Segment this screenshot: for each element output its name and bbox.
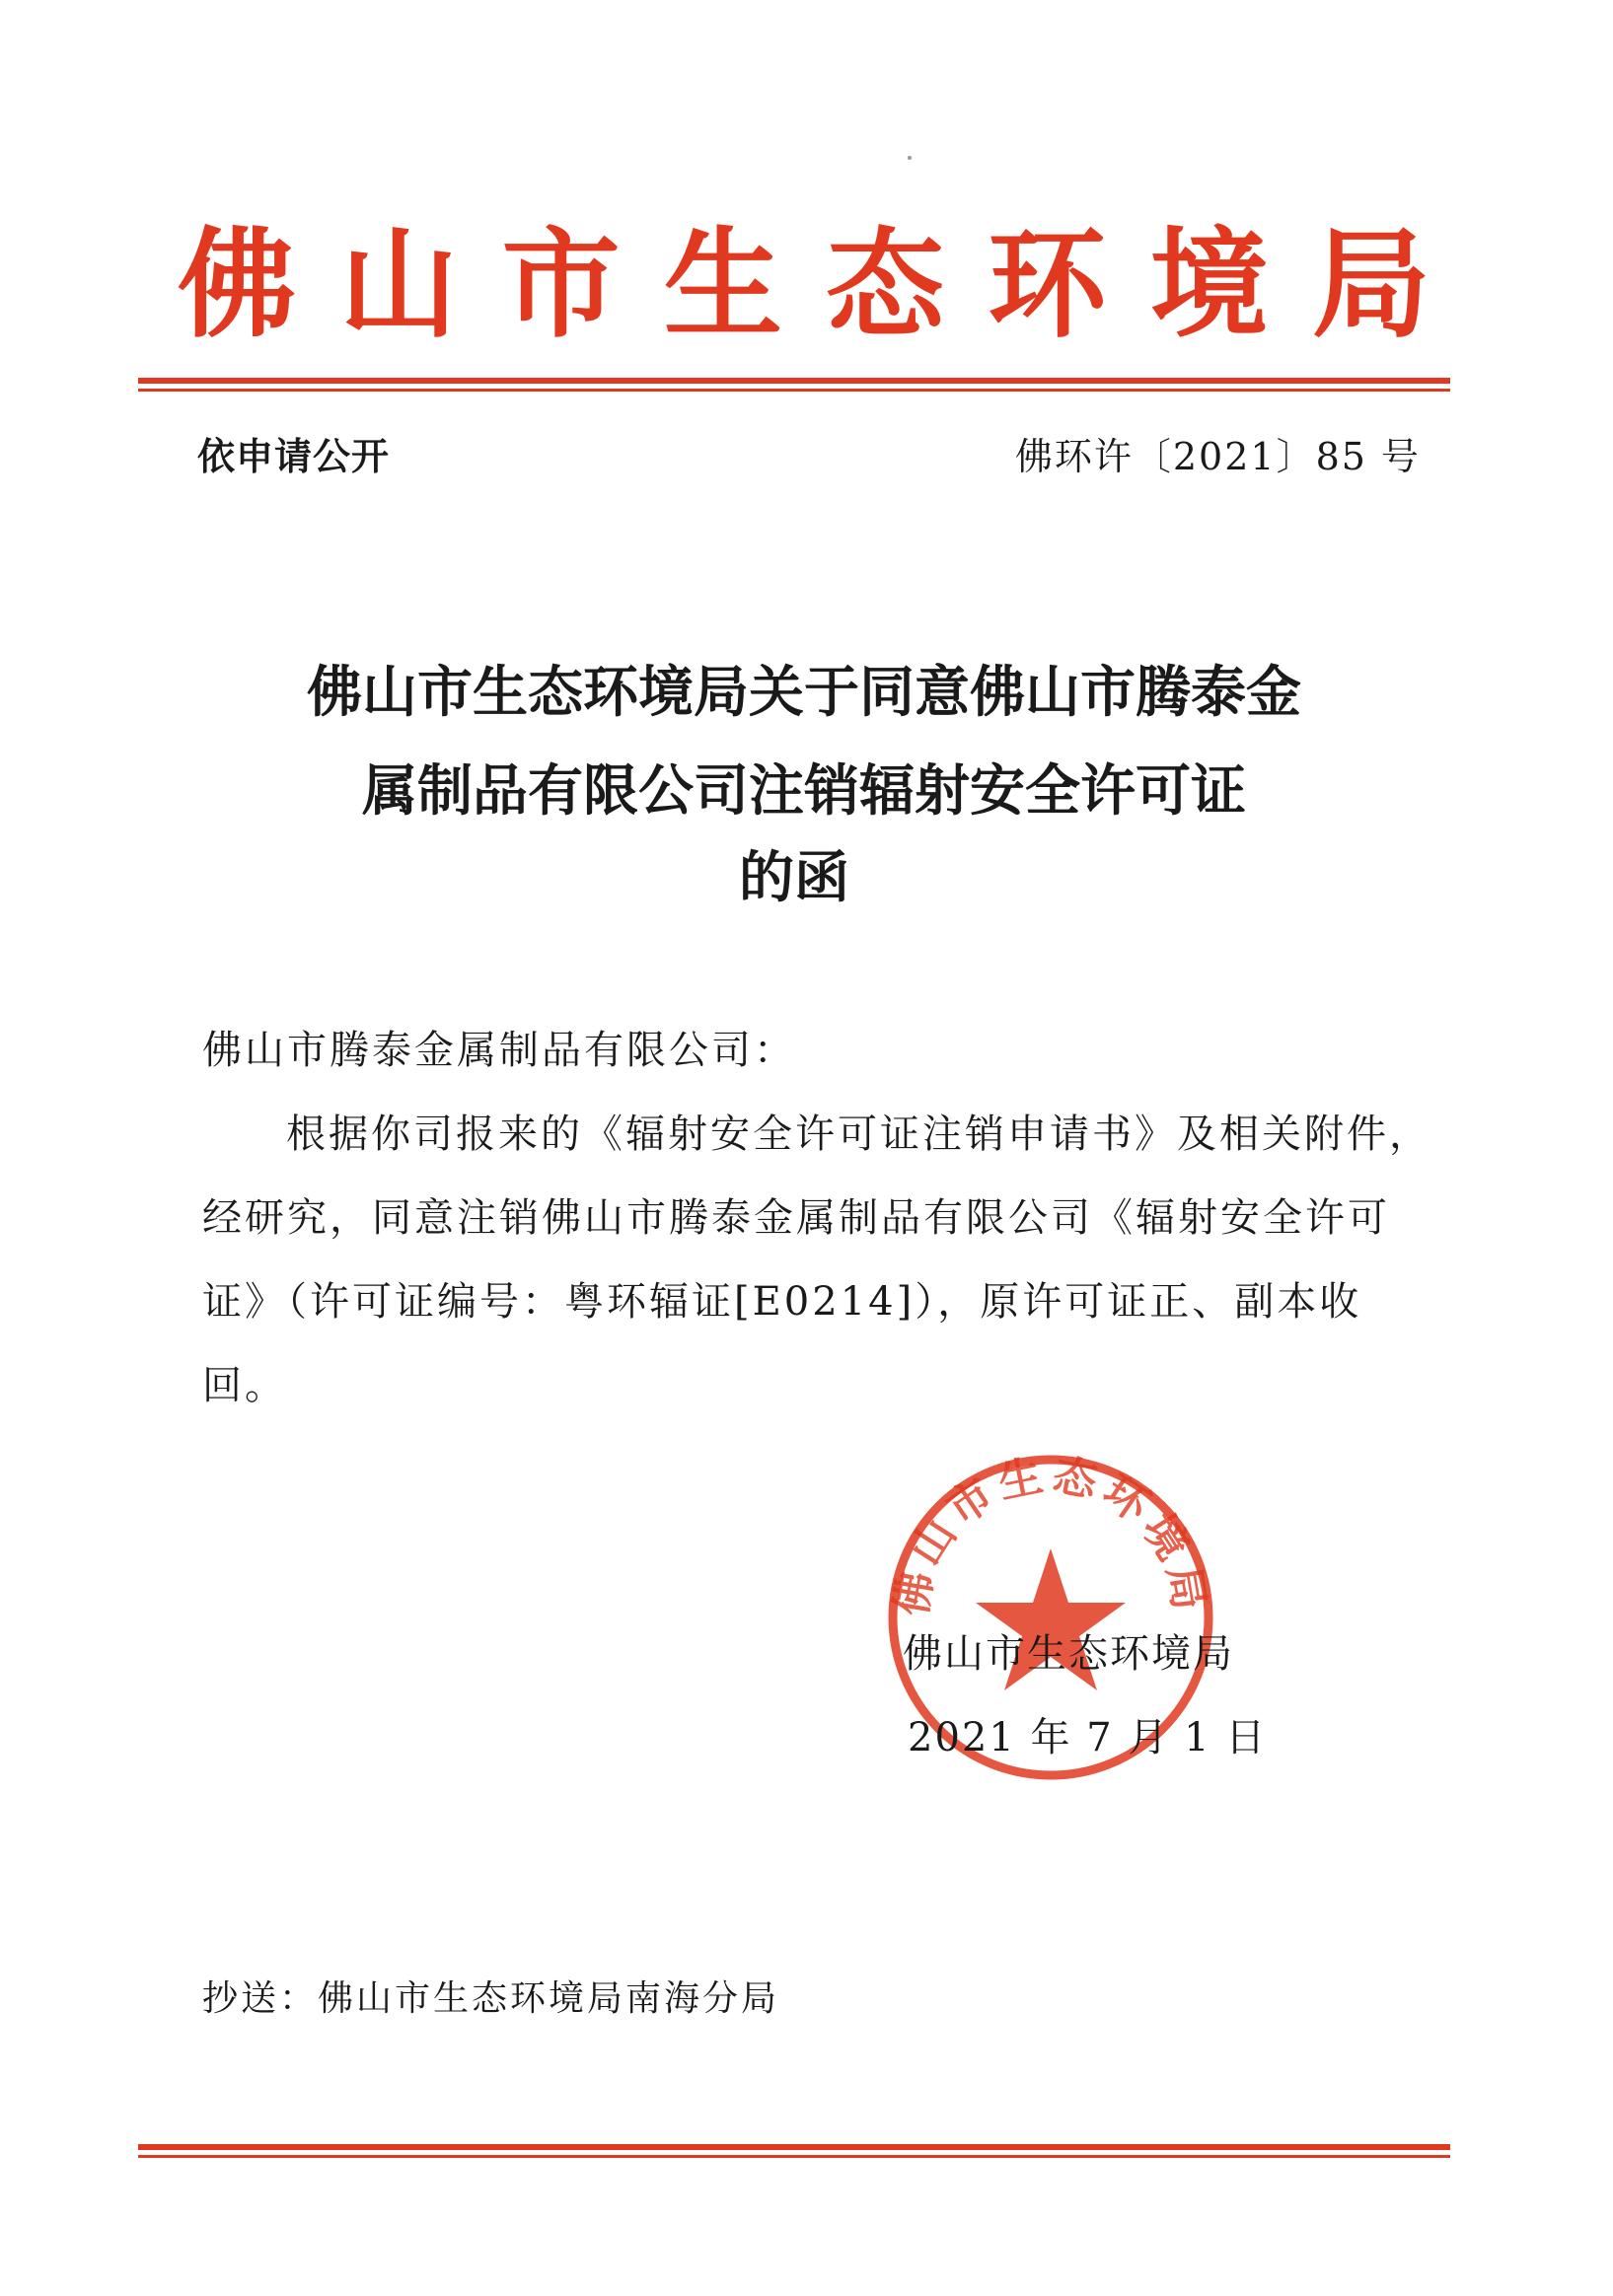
masthead-char: 环 — [988, 217, 1107, 354]
letter-body-line: 根据你司报来的《辐射安全许可证注销申请书》及相关附件， — [286, 1112, 1431, 1157]
scan-speck — [908, 156, 912, 160]
masthead-title — [178, 212, 1430, 360]
letter-salutation: 佛山市腾泰金属制品有限公司： — [202, 1028, 796, 1073]
footer-rule-thick — [138, 2144, 1450, 2150]
document-number: 佛环许〔2021〕85 号 — [1014, 435, 1421, 478]
letter-body-line: 经研究，同意注销佛山市腾泰金属制品有限公司《辐射安全许可 — [202, 1195, 1390, 1241]
masthead-char: 山 — [339, 217, 459, 354]
masthead-char: 态 — [826, 217, 945, 354]
letter-body-line: 回。 — [202, 1363, 287, 1408]
signature-date: 2021 年 7 月 1 日 — [908, 1715, 1268, 1760]
masthead-char: 局 — [1311, 217, 1430, 354]
seal-text-path: 佛山市生态环境局 — [886, 1450, 1215, 1619]
masthead-char: 市 — [501, 217, 621, 354]
document-title-line-2: 属制品有限公司注销辐射安全许可证 — [362, 759, 1246, 824]
header-rule-thin — [138, 389, 1450, 392]
masthead-char: 生 — [663, 217, 782, 354]
header-rule-thick — [138, 378, 1450, 384]
document-title-line-3: 的函 — [739, 846, 849, 910]
masthead-char: 境 — [1149, 217, 1269, 354]
disclosure-label: 依申请公开 — [197, 435, 391, 478]
footer-rule-thin — [138, 2155, 1450, 2158]
carbon-copy-line: 抄送：佛山市生态环境局南海分局 — [202, 1978, 780, 2019]
masthead-char: 佛 — [178, 217, 296, 354]
signature-issuer: 佛山市生态环境局 — [903, 1631, 1234, 1677]
letter-body-line: 证》（许可证编号：粤环辐证[E0214]），原许可证正、副本收 — [202, 1279, 1362, 1325]
document-title-line-1: 佛山市生态环境局关于同意佛山市腾泰金 — [307, 661, 1301, 725]
